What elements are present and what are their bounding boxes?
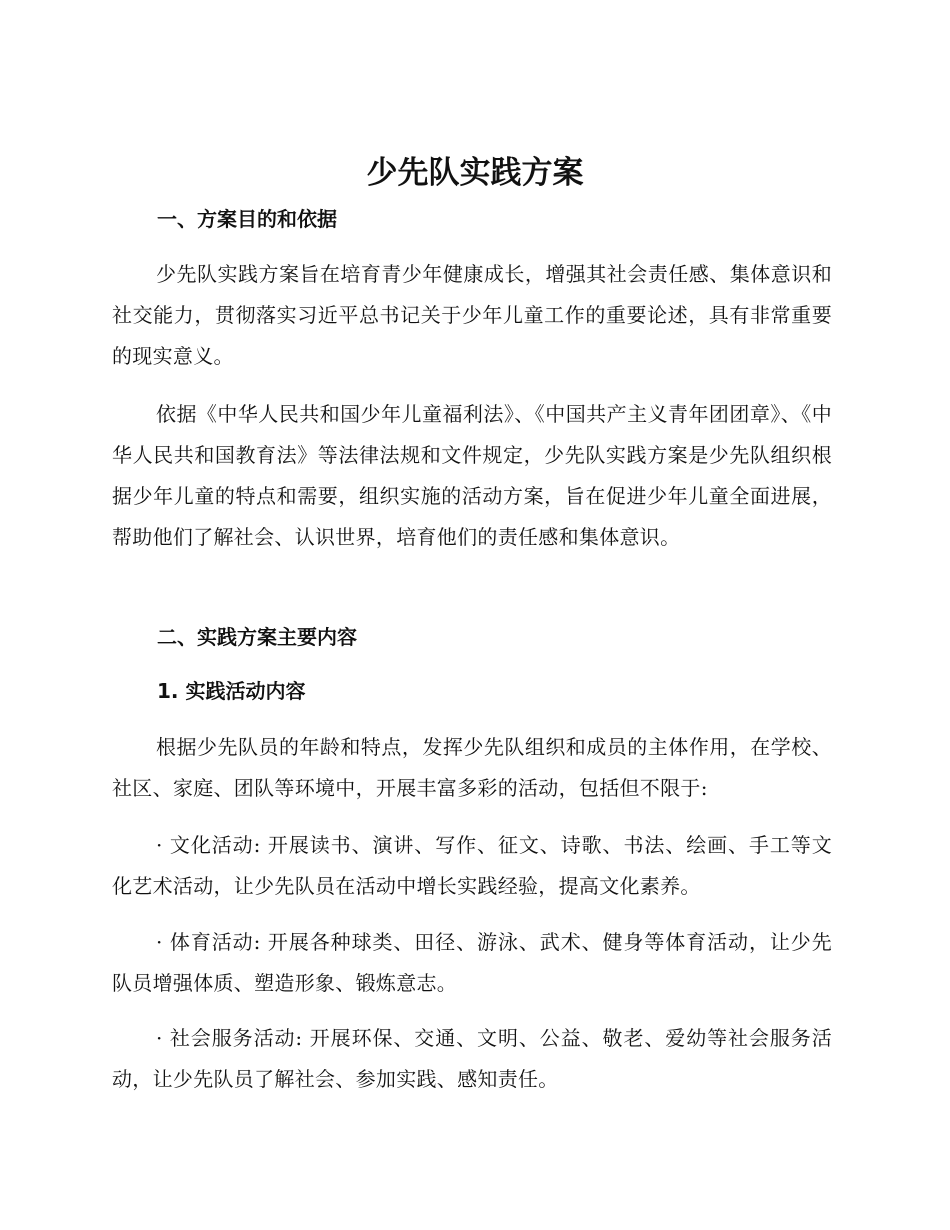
section-heading-content: 二、实践方案主要内容 (157, 625, 357, 649)
paragraph-activities-intro: 根据少先队员的年龄和特点，发挥少先队组织和成员的主体作用，在学校、社区、家庭、团队等环境中，开展丰富多彩的活动，包括但不限于: (112, 735, 832, 800)
list-item-social-service: · 社会服务活动: 开展环保、交通、文明、公益、敬老、爱幼等社会服务活动，让少先队员了解社会、参加实践、感知责任。 (112, 1026, 832, 1091)
paragraph-purpose: 少先队实践方案旨在培育青少年健康成长，增强其社会责任感、集体意识和社交能力，贯彻落实习近平总书记关于少年儿童工作的重要论述，具有非常重要的现实意义。 (112, 262, 832, 368)
document-title: 少先队实践方案 (366, 155, 584, 191)
list-item-sports: · 体育活动: 开展各种球类、田径、游泳、武术、健身等体育活动，让少先队员增强体质、塑造形象、锻炼意志。 (112, 930, 832, 995)
subsection-heading-activities: 1. 实践活动内容 (157, 679, 306, 703)
section-heading-purpose: 一、方案目的和依据 (157, 207, 337, 231)
paragraph-basis: 依据《中华人民共和国少年儿童福利法》、《中国共产主义青年团团章》、《中华人民共和国教育法》等法律法规和文件规定，少先队实践方案是少先队组织根据少年儿童的特点和需要，组织实施的活动方案，旨在促进少年儿童全面进展，帮助他们了解社会、认识世界，培育他们的责任感和集体意识。 (112, 402, 832, 549)
list-item-culture: · 文化活动: 开展读书、演讲、写作、征文、诗歌、书法、绘画、手工等文化艺术活动，让少先队员在活动中增长实践经验，提高文化素养。 (112, 833, 832, 898)
